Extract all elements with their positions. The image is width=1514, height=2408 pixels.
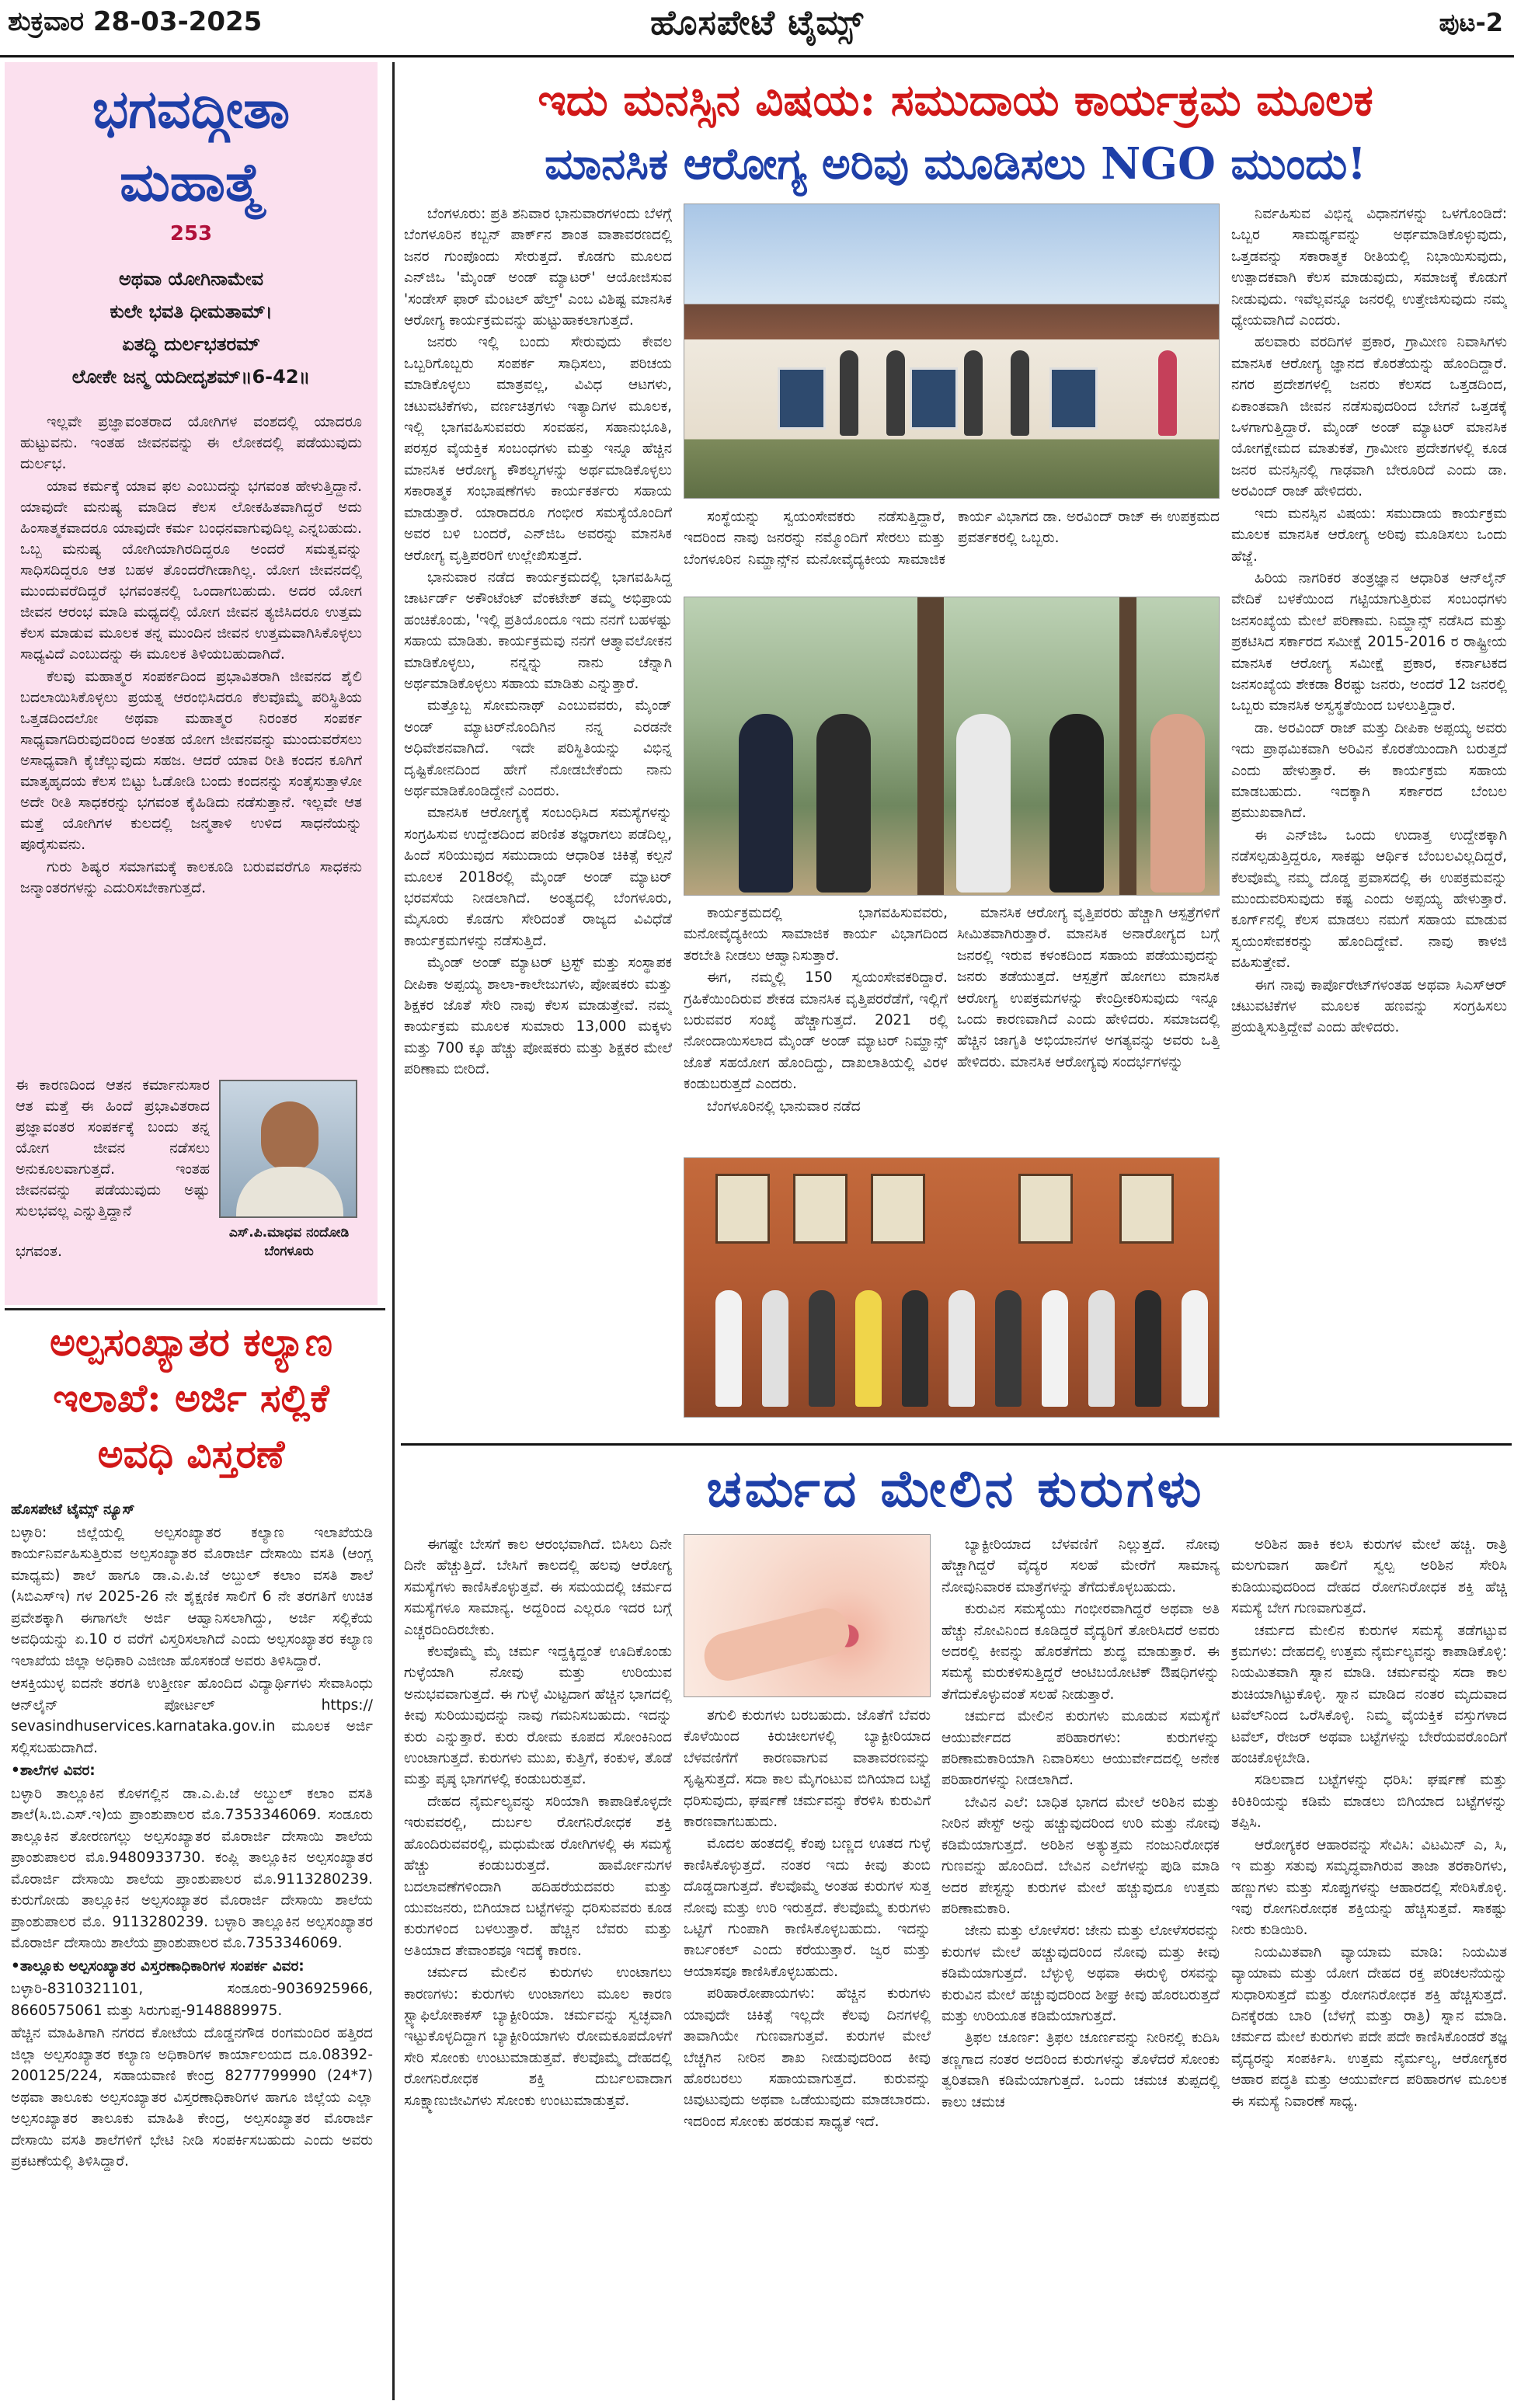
article-paragraph: ಮೈಂಡ್ ಅಂಡ್ ಮ್ಯಾಟರ್ ಟ್ರಸ್ಟ್ ಮತ್ತು ಸಂಸ್ಥಾಪಕ ದೀಪಿಕಾ ಅಪ್ಪಯ್ಯ ಶಾಲಾ-ಕಾಲೇಜುಗಳು, ಪೋಷಕರು ಮತ್ತು ಶಿಕ್ಷಕರ ಜೊತೆ ಸೇರಿ ನಾವು ಕೆಲಸ ಮಾಡುತ್ತೇವೆ. ನಮ್ಮ ಕಾರ್ಯಕ್ರಮ ಮೂಲಕ ಸುಮಾರು 13,000 ಮಕ್ಕಳು ಮತ್ತು 700 ಕ್ಕೂ ಹೆಚ್ಚು ಪೋಷಕರು ಮತ್ತು ಶಿಕ್ಷಕರ ಮೇಲೆ ಪರಿಣಾಮ ಬೀರಿದೆ. (404, 955, 672, 1078)
article-paragraph: ಜನರು ಇಲ್ಲಿ ಬಂದು ಸೇರುವುದು ಕೇವಲ ಒಬ್ಬರಿಗೊಬ್ಬರು ಸಂಪರ್ಕ ಸಾಧಿಸಲು, ಪರಿಚಯ ಮಾಡಿಕೊಳ್ಳಲು ಮಾತ್ರವಲ್ಲ, ವಿವಿಧ ಆಟಗಳು, ಚಟುವಟಿಕೆಗಳು, ವರ್ಣಚಿತ್ರಗಳು ಇತ್ಯಾದಿಗಳ ಮೂಲಕ, ಇಲ್ಲಿ ಭಾಗವಹಿಸುವವರು ಸಂವಹನ, ಸಹಾನುಭೂತಿ, ಪರಸ್ಪರ ವೈಯಕ್ತಿಕ ಸಂಬಂಧಗಳು ಮತ್ತು ಇನ್ನೂ ಹೆಚ್ಚಿನ ಮಾನಸಿಕ ಆರೋಗ್ಯ ಕೌಶಲ್ಯಗಳನ್ನು ಅರ್ಥಮಾಡಿಕೊಳ್ಳಲು ಸಕಾರಾತ್ಮಕ ಸಂಭಾಷಣೆಗಳು ಕಾರ್ಯಕರ್ತರು ಸಹಾಯ ಮಾಡುತ್ತಾರೆ. ಯಾರಾದರೂ ಗಂಭೀರ ಸಮಸ್ಯೆಯೊಂದಿಗೆ ಅವರ ಬಳಿ ಬಂದರೆ, ಎನ್‌ಜಿಒ ಅವರನ್ನು ಮಾನಸಿಕ ಆರೋಗ್ಯ ವೃತ್ತಿಪರರಿಗೆ ಉಲ್ಲೇಖಿಸುತ್ತದೆ. (404, 334, 672, 564)
author-name: ಎಸ್.ಪಿ.ಮಾಧವ ನಂದೋಡಿ (228, 1225, 350, 1241)
article-paragraph: ತಗುಲಿ ಕುರುಗಳು ಬರಬಹುದು. ಜೊತೆಗೆ ಬೆವರು ಕೊಳೆಯಿಂದ ಕಿರುಚೀಲಗಳಲ್ಲಿ ಬ್ಯಾಕ್ಟೀರಿಯಾದ ಬೆಳವಣಿಗೆಗೆ ಕಾರಣವಾಗುವ ವಾತಾವರಣವನ್ನು ಸೃಷ್ಟಿಸುತ್ತದೆ. ಸದಾ ಕಾಲ ಮೈಗಂಟುವ ಬಿಗಿಯಾದ ಬಟ್ಟೆ ಧರಿಸುವುದು, ಘರ್ಷಣೆ ಚರ್ಮವನ್ನು ಕೆರಳಿಸಿ ಕುರುವಿಗೆ ಕಾರಣವಾಗಬಹುದು. (684, 1707, 931, 1831)
issue-date: ಶುಕ್ರವಾರ 28-03-2025 (8, 6, 263, 37)
byline: ಹೊಸಪೇಟೆ ಟೈಮ್ಸ್ ನ್ಯೂಸ್ (11, 1502, 135, 1518)
article-paragraph: ಸಂಸ್ಥೆಯನ್ನು ಸ್ವಯಂಸೇವಕರು ನಡೆಸುತ್ತಿದ್ದಾರೆ, ಇದರಿಂದ ನಾವು ಜನರನ್ನು ನಮ್ಮೊಂದಿಗೆ ಸೇರಲು ಮತ್ತು ಬೆಂಗಳೂರಿನ ನಿಮ್ಹಾನ್ಸ್‌ನ ಮನೋವೈದ್ಯಕೀಯ ಸಾಮಾಜಿಕ ಕಾರ್ಯ ವಿಭಾಗದ ಡಾ. ಅರವಿಂದ್ ರಾಜ್ ಈ ಉಪಕ್ರಮದ ಪ್ರವರ್ತಕರಲ್ಲಿ ಒಬ್ಬರು. (684, 509, 1220, 568)
article-paragraph: ಬಳ್ಳಾರಿ ತಾಲ್ಲೂಕಿನ ಕೊಳಗಲ್ಲಿನ ಡಾ.ಎ.ಪಿ.ಜೆ ಅಬ್ದುಲ್ ಕಲಾಂ ವಸತಿ ಶಾಲೆ(ಸಿ.ಬಿ.ಎಸ್.ಇ)ಯ ಪ್ರಾಂಶುಪಾಲರ ಮೊ.7353346069. ಸಂಡೂರು ತಾಲ್ಲೂಕಿನ ತೋರಣಗಲ್ಲು ಅಲ್ಪಸಂಖ್ಯಾತರ ಮೊರಾರ್ಜಿ ದೇಸಾಯಿ ಶಾಲೆಯ ಪ್ರಾಂಶುಪಾಲರ ಮೊ.9480933730. ಕಂಪ್ಲಿ ತಾಲ್ಲೂಕಿನ ಅಲ್ಪಸಂಖ್ಯಾತರ ಮೊರಾರ್ಜಿ ದೇಸಾಯಿ ಶಾಲೆಯ ಪ್ರಾಂಶುಪಾಲರ ಮೊ.9113280239. ಕುರುಗೋಡು ತಾಲ್ಲೂಕಿನ ಅಲ್ಪಸಂಖ್ಯಾತರ ಮೊರಾರ್ಜಿ ದೇಸಾಯಿ ಶಾಲೆಯ ಪ್ರಾಂಶುಪಾಲರ ಮೊ. 9113280239. ಬಳ್ಳಾರಿ ತಾಲ್ಲೂಕಿನ ಅಲ್ಪಸಂಖ್ಯಾತರ ಮೊರಾರ್ಜಿ ದೇಸಾಯಿ ಶಾಲೆಯ ಪ್ರಾಂಶುಪಾಲರ ಮೊ.7353346069. (11, 1785, 373, 1951)
article-paragraph: ದೇಹದ ನೈರ್ಮಲ್ಯವನ್ನು ಸರಿಯಾಗಿ ಕಾಪಾಡಿಕೊಳ್ಳದೇ ಇರುವವರಲ್ಲಿ, ದುರ್ಬಲ ರೋಗನಿರೋಧಕ ಶಕ್ತಿ ಹೊಂದಿರುವವರಲ್ಲಿ, ಮಧುಮೇಹ ರೋಗಿಗಳಲ್ಲಿ ಈ ಸಮಸ್ಯೆ ಹೆಚ್ಚು ಕಂಡುಬರುತ್ತದೆ. ಹಾರ್ಮೋನುಗಳ ಬದಲಾವಣೆಗಳಿಂದಾಗಿ ಹದಿಹರೆಯದವರು ಮತ್ತು ಯುವಜನರು, ಬಿಗಿಯಾದ ಬಟ್ಟೆಗಳನ್ನು ಧರಿಸುವವರು ಕೂಡ ಕುರುಗಳಿಂದ ಬಳಲುತ್ತಾರೆ. ಹೆಚ್ಚಿನ ಬೆವರು ಮತ್ತು ಅತಿಯಾದ ತೇವಾಂಶವೂ ಇದಕ್ಕೆ ಕಾರಣ. (404, 1793, 672, 1959)
masthead: ಹೊಸಪೇಟೆ ಟೈಮ್ಸ್ (650, 3, 864, 43)
article-paragraph: ಚರ್ಮದ ಮೇಲಿನ ಕುರುಗಳು ಉಂಟಾಗಲು ಕಾರಣಗಳು: ಕುರುಗಳು ಉಂಟಾಗಲು ಮೂಲ ಕಾರಣ ಸ್ಟ್ಯಾಫಿಲೋಕಾಕಸ್ ಬ್ಯಾಕ್ಟೀರಿಯಾ. ಚರ್ಮವನ್ನು ಸ್ವಚ್ಛವಾಗಿ ಇಟ್ಟುಕೊಳ್ಳದಿದ್ದಾಗ ಬ್ಯಾಕ್ಟೀರಿಯಾಗಳು ರೋಮಕೂಪದೊಳಗೆ ಸೇರಿ ಸೋಂಕು ಉಂಟುಮಾಡುತ್ತವೆ. ಕೆಲವೊಮ್ಮೆ ದೇಹದಲ್ಲಿ ರೋಗನಿರೋಧಕ ಶಕ್ತಿ ದುರ್ಬಲವಾದಾಗ ಸೂಕ್ಷ್ಮಾಣುಜೀವಿಗಳು ಸೋಂಕು ಉಂಟುಮಾಡುತ್ತವೆ. (404, 1964, 672, 2109)
ngo-headline (404, 68, 1507, 196)
article-paragraph: ನಿಯಮಿತವಾಗಿ ವ್ಯಾಯಾಮ ಮಾಡಿ: ನಿಯಮಿತ ವ್ಯಾಯಾಮ ಮತ್ತು ಯೋಗ ದೇಹದ ರಕ್ತ ಪರಿಚಲನೆಯನ್ನು ಸುಧಾರಿಸುತ್ತದೆ ಮತ್ತು ರೋಗನಿರೋಧಕ ಶಕ್ತಿ ಹೆಚ್ಚಿಸುತ್ತದೆ. ದಿನಕ್ಕೆರಡು ಬಾರಿ (ಬೆಳಗ್ಗೆ ಮತ್ತು ರಾತ್ರಿ) ಸ್ನಾನ ಮಾಡಿ. ಚರ್ಮದ ಮೇಲೆ ಕುರುಗಳು ಪದೇ ಪದೇ ಕಾಣಿಸಿಕೊಂಡರೆ ತಜ್ಞ ವೈದ್ಯರನ್ನು ಸಂಪರ್ಕಿಸಿ. ಉತ್ತಮ ನೈರ್ಮಲ್ಯ, ಆರೋಗ್ಯಕರ ಆಹಾರ ಪದ್ಧತಿ ಮತ್ತು ಆಯುರ್ವೇದ ಪರಿಹಾರಗಳ ಮೂಲಕ ಈ ಸಮಸ್ಯೆ ನಿವಾರಣೆ ಸಾಧ್ಯ. (1231, 1943, 1507, 2110)
minority-headline (5, 1314, 378, 1482)
left-column-divider (392, 62, 395, 2400)
verse-line: ಏತದ್ಧಿ ದುರ್ಲಭತರಮ್ (122, 333, 260, 355)
gita-title-line2: ಮಹಾತ್ಮೆ (120, 151, 263, 214)
page-header (0, 0, 1514, 57)
article-paragraph: ಈಗಷ್ಟೇ ಬೇಸಗೆ ಕಾಲ ಆರಂಭವಾಗಿದೆ. ಬಿಸಿಲು ದಿನೇ ದಿನೇ ಹೆಚ್ಚುತ್ತಿದೆ. ಬೇಸಿಗೆ ಕಾಲದಲ್ಲಿ ಹಲವು ಆರೋಗ್ಯ ಸಮಸ್ಯೆಗಳು ಕಾಣಿಸಿಕೊಳ್ಳುತ್ತವೆ. ಈ ಸಮಯದಲ್ಲಿ ಚರ್ಮದ ಸಮಸ್ಯೆಗಳೂ ಸಾಮಾನ್ಯ. ಅದ್ದರಿಂದ ಎಲ್ಲರೂ ಇದರ ಬಗ್ಗೆ ಎಚ್ಚರದಿಂದಿರಬೇಕು. (404, 1536, 672, 1638)
article-paragraph: ಬಳ್ಳಾರಿ: ಜಿಲ್ಲೆಯಲ್ಲಿ ಅಲ್ಪಸಂಖ್ಯಾತರ ಕಲ್ಯಾಣ ಇಲಾಖೆಯಡಿ ಕಾರ್ಯನಿರ್ವಹಿಸುತ್ತಿರುವ ಅಲ್ಪಸಂಖ್ಯಾತರ ಮೊರಾರ್ಜಿ ದೇಸಾಯಿ ವಸತಿ (ಆಂಗ್ಲ ಮಾಧ್ಯಮ) ಶಾಲೆ ಹಾಗೂ ಡಾ.ಎ.ಪಿ.ಜೆ ಅಬ್ದುಲ್ ಕಲಾಂ ವಸತಿ ಶಾಲೆ (ಸಿಬಿಎಸ್‌ಇ) ಗಳ 2025-26 ನೇ ಶೈಕ್ಷಣಿಕ ಸಾಲಿಗೆ 6 ನೇ ತರಗತಿಗೆ ಉಚಿತ ಪ್ರವೇಶಕ್ಕಾಗಿ ಈಗಾಗಲೇ ಅರ್ಜಿ ಆಹ್ವಾನಿಸಲಾಗಿದ್ದು, ಅರ್ಜಿ ಸಲ್ಲಿಕೆಯ ಅವಧಿಯನ್ನು ಏ.10 ರ ವರೆಗೆ ವಿಸ್ತರಿಸಲಾಗಿದೆ ಎಂದು ಅಲ್ಪಸಂಖ್ಯಾತರ ಕಲ್ಯಾಣ ಇಲಾಖೆಯ ಜಿಲ್ಲಾ ಅಧಿಕಾರಿ ಎಜೀಜಾ ಹೊಸಕಂಡೆ ಅವರು ತಿಳಿಸಿದ್ದಾರೆ. (11, 1524, 373, 1669)
article-paragraph: ಆರೋಗ್ಯಕರ ಆಹಾರವನ್ನು ಸೇವಿಸಿ: ವಿಟಮಿನ್ ಎ, ಸಿ, ಇ ಮತ್ತು ಸತುವು ಸಮೃದ್ಧವಾಗಿರುವ ತಾಜಾ ತರಕಾರಿಗಳು, ಹಣ್ಣುಗಳು ಮತ್ತು ಸೊಪ್ಪುಗಳನ್ನು ಆಹಾರದಲ್ಲಿ ಸೇರಿಸಿಕೊಳ್ಳಿ. ಇವು ರೋಗನಿರೋಧಕ ಶಕ್ತಿಯನ್ನು ಹೆಚ್ಚಿಸುತ್ತವೆ. ಸಾಕಷ್ಟು ನೀರು ಕುಡಿಯಿರಿ. (1231, 1836, 1507, 1939)
ngo-column-2-top (684, 506, 1220, 592)
article-paragraph: ಸಡಿಲವಾದ ಬಟ್ಟೆಗಳನ್ನು ಧರಿಸಿ: ಘರ್ಷಣೆ ಮತ್ತು ಕಿರಿಕಿರಿಯನ್ನು ಕಡಿಮೆ ಮಾಡಲು ಬಿಗಿಯಾದ ಬಟ್ಟೆಗಳನ್ನು ತಪ್ಪಿಸಿ. (1231, 1772, 1507, 1832)
page-number: ಪುಟ-2 (1439, 8, 1503, 37)
gita-paragraph: ಇಲ್ಲವೇ ಪ್ರಜ್ಞಾವಂತರಾದ ಯೋಗಿಗಳ ವಂಶದಲ್ಲಿ ಯಾದರೂ ಹುಟ್ಟುವನು. ಇಂತಹ ಜೀವನವನ್ನು ಈ ಲೋಕದಲ್ಲಿ ಪಡೆಯುವುದು ದುರ್ಲಭ. (20, 413, 362, 472)
headline-line: ಅವಧಿ ವಿಸ್ತರಣೆ (97, 1431, 285, 1477)
subheading: •ಶಾಲೆಗಳ ವಿವರ: (11, 1763, 96, 1779)
article-paragraph: ಬೆಂಗಳೂರಿನಲ್ಲಿ ಭಾನುವಾರ ನಡೆದ (707, 1098, 861, 1115)
article-paragraph: ನಿರ್ವಹಿಸುವ ವಿಭಿನ್ನ ವಿಧಾನಗಳನ್ನು ಒಳಗೊಂಡಿದೆ: ಒಬ್ಬರ ಸಾಮರ್ಥ್ಯವನ್ನು ಅರ್ಥಮಾಡಿಕೊಳ್ಳುವುದು, ಒತ್ತಡವನ್ನು ಸಕಾರಾತ್ಮಕ ರೀತಿಯಲ್ಲಿ ನಿಭಾಯಿಸುವುದು, ಉತ್ಪಾದಕವಾಗಿ ಕೆಲಸ ಮಾಡುವುದು, ಸಮಾಜಕ್ಕೆ ಕೊಡುಗೆ ನೀಡುವುದು. ಇವೆಲ್ಲವನ್ನೂ ಜನರಲ್ಲಿ ಉತ್ತೇಜಿಸುವುದು ನಮ್ಮ ಧ್ಯೇಯವಾಗಿದೆ ಎಂದರು. (1231, 206, 1507, 329)
park-group-photo (684, 597, 1220, 896)
article-paragraph: ಮಾನಸಿಕ ಆರೋಗ್ಯಕ್ಕೆ ಸಂಬಂಧಿಸಿದ ಸಮಸ್ಯೆಗಳನ್ನು ಸಂಗ್ರಹಿಸುವ ಉದ್ದೇಶದಿಂದ ಪರಿಣಿತ ತಜ್ಞರಾಗಲು ಪಡೆದಿಲ್ಲ, ಹಿಂದೆ ಸರಿಯುವುದ ಸಮುದಾಯ ಆಧಾರಿತ ಚಿಕಿತ್ಸೆ ಕಲ್ಪನೆ ಮೂಲಕ 2018ರಲ್ಲಿ ಮೈಂಡ್ ಅಂಡ್ ಮ್ಯಾಟರ್ ಭರವಸೆಯ ನೀಡಲಾಗಿದೆ. ಅಂತ್ಯದಲ್ಲಿ ಬೆಂಗಳೂರು, ಮೈಸೂರು ಕೊಡಗು ಸೇರಿದಂತೆ ರಾಜ್ಯದ ವಿವಿಧೆಡೆ ಕಾರ್ಯಕ್ರಮಗಳನ್ನು ನಡೆಸುತ್ತಿದೆ. (404, 805, 672, 949)
gita-number: 253 (169, 222, 213, 245)
gita-tail-end: ಭಗವಂತ. (16, 1243, 62, 1260)
gita-title (5, 73, 378, 219)
author-photo (219, 1080, 357, 1218)
skin-column-2 (684, 1705, 931, 2400)
gita-paragraph: ಗುರು ಶಿಷ್ಯರ ಸಮಾಗಮಕ್ಕೆ ಕಾಲಕೂಡಿ ಬರುವವರೆಗೂ ಸಾಧಕನು ಜನ್ಮಾಂತರಗಳನ್ನು ಎದುರಿಸಬೇಕಾಗುತ್ತದೆ. (20, 858, 362, 896)
verse-line: ಲೋಕೇ ಜನ್ಮ ಯದೀದೃಶಮ್॥6-42॥ (71, 366, 311, 388)
article-paragraph: ಮೊದಲ ಹಂತದಲ್ಲಿ ಕೆಂಪು ಬಣ್ಣದ ಊತದ ಗುಳ್ಳೆ ಕಾಣಿಸಿಕೊಳ್ಳುತ್ತದೆ. ನಂತರ ಇದು ಕೀವು ತುಂಬಿ ದೊಡ್ಡದಾಗುತ್ತದೆ. ಕೆಲವೊಮ್ಮೆ ಅಂತಹ ಕುರುಗಳ ಸುತ್ತ ನೋವು ಮತ್ತು ಉರಿ ಇರುತ್ತದೆ. ಕೆಲವೊಮ್ಮೆ ಕುರುಗಳು ಒಟ್ಟಿಗೆ ಗುಂಪಾಗಿ ಕಾಣಿಸಿಕೊಳ್ಳಬಹುದು. ಇದನ್ನು ಕಾರ್ಬಂಕಲ್ ಎಂದು ಕರೆಯುತ್ತಾರೆ. ಜ್ವರ ಮತ್ತು ಆಯಾಸವೂ ಕಾಣಿಸಿಕೊಳ್ಳಬಹುದು. (684, 1836, 931, 1980)
school-wall-painting-photo (684, 204, 1220, 499)
section-divider (401, 1443, 1512, 1446)
article-paragraph: ಜೇನು ಮತ್ತು ಲೋಳೆಸರ: ಜೇನು ಮತ್ತು ಲೋಳೆಸರವನ್ನು ಕುರುಗಳ ಮೇಲೆ ಹಚ್ಚುವುದರಿಂದ ನೋವು ಮತ್ತು ಕೀವು ಕಡಿಮೆಯಾಗುತ್ತದೆ. ಬೆಳ್ಳುಳ್ಳಿ ಅಥವಾ ಈರುಳ್ಳಿ ರಸವನ್ನು ಕುರುವಿನ ಮೇಲೆ ಹಚ್ಚುವುದರಿಂದ ಶೀಘ್ರ ಕೀವು ಹೊರಬರುತ್ತದೆ ಮತ್ತು ಉರಿಯೂತ ಕಡಿಮೆಯಾಗುತ್ತದೆ. (941, 1923, 1220, 2024)
article-paragraph: ಬೆಂಗಳೂರು: ಪ್ರತಿ ಶನಿವಾರ ಭಾನುವಾರಗಳಂದು ಬೆಳಗ್ಗೆ ಬೆಂಗಳೂರಿನ ಕಬ್ಬನ್ ಪಾರ್ಕ್‌ನ ಶಾಂತ ವಾತಾವರಣದಲ್ಲಿ ಜನರ ಗುಂಪೊಂದು ಸೇರುತ್ತದೆ. ಕೊಡಗು ಮೂಲದ ಎನ್‌ಜಿಒ 'ಮೈಂಡ್ ಅಂಡ್ ಮ್ಯಾಟರ್' ಆಯೋಜಿಸುವ 'ಸಂಡೇಸ್ ಫಾರ್ ಮೆಂಟಲ್ ಹೆಲ್ತ್' ಎಂಬ ವಿಶಿಷ್ಟ ಮಾನಸಿಕ ಆರೋಗ್ಯ ಕಾರ್ಯಕ್ರಮವನ್ನು ಹುಟ್ಟುಹಾಕಲಾಗುತ್ತದೆ. (404, 206, 672, 329)
gita-commentary (20, 412, 362, 1138)
article-paragraph: ಡಾ. ಅರವಿಂದ್ ರಾಜ್ ಮತ್ತು ದೀಪಿಕಾ ಅಪ್ಪಯ್ಯ ಅವರು ಇದು ಪ್ರಾಥಮಿಕವಾಗಿ ಅರಿವಿನ ಕೊರತೆಯಿಂದಾಗಿ ಬರುತ್ತದೆ ಎಂದು ಹೇಳುತ್ತಾರೆ. ಈ ಕಾರ್ಯಕ್ರಮ ಸಹಾಯ ಮಾಡಬಹುದು. ಇದಕ್ಕಾಗಿ ಸರ್ಕಾರದ ಬೆಂಬಲ ಪ್ರಮುಖವಾಗಿದೆ. (1231, 719, 1507, 822)
skin-column-4 (1231, 1534, 1507, 2400)
headline-line: ಇಲಾಖೆ: ಅರ್ಜಿ ಸಲ್ಲಿಕೆ (53, 1375, 329, 1421)
article-paragraph: ಕೆಲವೊಮ್ಮೆ ಮೈ ಚರ್ಮ ಇದ್ದಕ್ಕಿದ್ದಂತೆ ಊದಿಕೊಂಡು ಗುಳ್ಳೆಯಾಗಿ ನೋವು ಮತ್ತು ಉರಿಯುವ ಅನುಭವವಾಗುತ್ತದೆ. ಈ ಗುಳ್ಳೆ ಮಿಟ್ಟದಾಗ ಹೆಚ್ಚಿನ ಭಾಗದಲ್ಲಿ ಕೀವು ಸುರಿಯುವುದನ್ನು ನಾವು ಗಮನಿಸಬಹುದು. ಇದನ್ನು ಕುರು ಎನ್ನುತ್ತಾರೆ. ಕುರು ರೋಮ ಕೂಪದ ಸೋಂಕಿನಿಂದ ಉಂಟಾಗುತ್ತದೆ. ಕುರುಗಳು ಮುಖ, ಕುತ್ತಿಗೆ, ಕಂಕುಳ, ತೊಡೆ ಮತ್ತು ಪೃಷ್ಠ ಭಾಗಗಳಲ್ಲಿ ಕಂಡುಬರುತ್ತವೆ. (404, 1644, 672, 1788)
article-paragraph: ಚರ್ಮದ ಮೇಲಿನ ಕುರುಗಳ ಸಮಸ್ಯೆ ತಡೆಗಟ್ಟುವ ಕ್ರಮಗಳು: ದೇಹದಲ್ಲಿ ಉತ್ತಮ ನೈರ್ಮಲ್ಯವನ್ನು ಕಾಪಾಡಿಕೊಳ್ಳಿ: ನಿಯಮಿತವಾಗಿ ಸ್ನಾನ ಮಾಡಿ. ಚರ್ಮವನ್ನು ಸದಾ ಕಾಲ ಶುಚಿಯಾಗಿಟ್ಟುಕೊಳ್ಳಿ. ಸ್ನಾನ ಮಾಡಿದ ನಂತರ ಮೃದುವಾದ ಟವೆಲ್‌ನಿಂದ ಒರೆಸಿಕೊಳ್ಳಿ. ನಿಮ್ಮ ವೈಯಕ್ತಿಕ ವಸ್ತುಗಳಾದ ಟವೆಲ್, ರೇಜರ್ ಅಥವಾ ಬಟ್ಟೆಗಳನ್ನು ಬೇರೆಯವರೊಂದಿಗೆ ಹಂಚಿಕೊಳ್ಳಬೇಡಿ. (1231, 1622, 1507, 1767)
ngo-column-4 (1231, 204, 1507, 1439)
article-paragraph: ಈಗ, ನಮ್ಮಲ್ಲಿ 150 ಸ್ವಯಂಸೇವಕರಿದ್ದಾರೆ. ಗ್ರಹಿಕೆಯಿಂದಿರುವ ಶೇಕಡ ಮಾನಸಿಕ ವೃತ್ತಿಪರರೆಡೆಗೆ, ಇಲ್ಲಿಗೆ ಬರುವವರ ಸಂಖ್ಯೆ ಹೆಚ್ಚಾಗುತ್ತದೆ. 2021 ರಲ್ಲಿ ನೋಂದಾಯಿಸಲಾದ ಮೈಂಡ್ ಅಂಡ್ ಮ್ಯಾಟರ್ ನಿಮ್ಹಾನ್ಸ್ ಜೊತೆ ಸಹಯೋಗ ಹೊಂದಿದ್ದು, ದಾಖಲಾತಿಯಲ್ಲಿ ವಿರಳ ಕಂಡುಬರುತ್ತದೆ ಎಂದರು. (684, 969, 948, 1093)
gita-tail-text: ಈ ಕಾರಣದಿಂದ ಆತನ ಕರ್ಮಾನುಸಾರ ಆತ ಮತ್ತೆ ಈ ಹಿಂದೆ ಪ್ರಭಾವಿತರಾದ ಪ್ರಜ್ಞಾವಂತರ ಸಂಪರ್ಕಕ್ಕೆ ಬಂದು ತನ್ನ ಯೋಗ ಜೀವನ ನಡೆಸಲು ಅನುಕೂಲವಾಗುತ್ತದೆ. ಇಂತಹ ಜೀವನವನ್ನು ಪಡೆಯುವುದು ಅಷ್ಟು ಸುಲಭವಲ್ಲ ಎನ್ನುತ್ತಿದ್ದಾನೆ (16, 1077, 210, 1220)
article-paragraph: ಚರ್ಮದ ಮೇಲಿನ ಕುರುಗಳು ಮೂಡುವ ಸಮಸ್ಯೆಗೆ ಆಯುರ್ವೇದದ ಪರಿಹಾರಗಳು: ಕುರುಗಳನ್ನು ಪರಿಣಾಮಕಾರಿಯಾಗಿ ನಿವಾರಿಸಲು ಆಯುರ್ವೇದದಲ್ಲಿ ಅನೇಕ ಪರಿಹಾರಗಳನ್ನು ನೀಡಲಾಗಿದೆ. (941, 1708, 1220, 1789)
article-paragraph: ಅರಿಶಿನ ಹಾಕಿ ಕಲಸಿ ಕುರುಗಳ ಮೇಲೆ ಹಚ್ಚಿ. ರಾತ್ರಿ ಮಲಗುವಾಗ ಹಾಲಿಗೆ ಸ್ವಲ್ಪ ಅರಿಶಿನ ಸೇರಿಸಿ ಕುಡಿಯುವುದರಿಂದ ದೇಹದ ರೋಗನಿರೋಧಕ ಶಕ್ತಿ ಹೆಚ್ಚಿ ಸಮಸ್ಯೆ ಬೇಗ ಗುಣವಾಗುತ್ತದೆ. (1231, 1536, 1507, 1617)
skin-column-1 (404, 1534, 672, 2400)
article-paragraph: ಕುರುವಿನ ಸಮಸ್ಯೆಯು ಗಂಭೀರವಾಗಿದ್ದರೆ ಅಥವಾ ಅತಿ ಹೆಚ್ಚು ನೋವಿನಿಂದ ಕೂಡಿದ್ದರೆ ವೈದ್ಯರಿಗೆ ತೋರಿಸಿದರೆ ಅವರು ಅದರಲ್ಲಿ ಕೀವನ್ನು ಹೊರತೆಗೆದು ಶುದ್ಧ ಮಾಡುತ್ತಾರೆ. ಈ ಸಮಸ್ಯೆ ಮರುಕಳಿಸುತ್ತಿದ್ದರೆ ಆಂಟಿಬಯೋಟಿಕ್ ಔಷಧಿಗಳನ್ನು ತೆಗೆದುಕೊಳ್ಳುವಂತೆ ಸಲಹೆ ನೀಡುತ್ತಾರೆ. (941, 1601, 1220, 1703)
ngo-column-2-mid (684, 903, 948, 1151)
gita-paragraph: ಕೆಲವು ಮಹಾತ್ಮರ ಸಂಪರ್ಕದಿಂದ ಪ್ರಭಾವಿತರಾಗಿ ಜೀವನದ ಶೈಲಿ ಬದಲಾಯಿಸಿಕೊಳ್ಳಲು ಪ್ರಯತ್ನ ಆರಂಭಿಸಿದರೂ ಕೆಲವೊಮ್ಮೆ ಪರಿಸ್ಥಿತಿಯ ಒತ್ತಡದಿಂದಲೋ ಅಥವಾ ಮಹಾತ್ಮರ ನಿರಂತರ ಸಂಪರ್ಕ ಸಾಧ್ಯವಾಗದಿರುವುದರಿಂದ ಅಂತಹ ಯೋಗ ಜೀವನವನ್ನು ಮುಂದುವರೆಸಲು ಅಸಾಧ್ಯವಾಗಿ ಕೈಚೆಲ್ಲುವುದು ಸಹಜ. ಆದರೆ ಯಾವ ರೀತಿ ಕಂದನ ಕೂಗಿಗೆ ಮಾತೃಹೃದಯ ಕೆಲಸ ಬಿಟ್ಟು ಓಡೋಡಿ ಬಂದು ಕಂದನನ್ನು ಸಂತೈಸುತ್ತಾಳೋ ಅದೇ ರೀತಿ ಸಾಧಕರನ್ನು ಭಗವಂತ ಕೈಹಿಡಿದು ನಡೆಸುತ್ತಾನೆ. ಇಲ್ಲವೇ ಆತ ಮತ್ತೆ ಯೋಗಿಗಳ ಕುಲದಲ್ಲಿ ಜನ್ಮತಾಳಿ ಉಳಿದ ಸಾಧನೆಯನ್ನು ಪೂರೈಸುವನು. (20, 668, 362, 853)
article-paragraph: ಹೆಚ್ಚಿನ ಮಾಹಿತಿಗಾಗಿ ನಗರದ ಕೋಟೆಯ ದೊಡ್ಡನಗೌಡ ರಂಗಮಂದಿರ ಹತ್ತಿರದ ಜಿಲ್ಲಾ ಅಲ್ಪಸಂಖ್ಯಾತರ ಕಲ್ಯಾಣ ಅಧಿಕಾರಿಗಳ ಕಾರ್ಯಾಲಯದ ದೂ.08392-200125/224, ಸಹಾಯವಾಣಿ ಕೇಂದ್ರ 8277799990 (24*7) ಅಥವಾ ತಾಲೂಕು ಅಲ್ಪಸಂಖ್ಯಾತರ ವಿಸ್ತರಣಾಧಿಕಾರಿಗಳ ಹಾಗೂ ಜಿಲ್ಲೆಯ ಎಲ್ಲಾ ಅಲ್ಪಸಂಖ್ಯಾತರ ತಾಲೂಕು ಮಾಹಿತಿ ಕೇಂದ್ರ, ಅಲ್ಪಸಂಖ್ಯಾತರ ಮೊರಾರ್ಜಿ ದೇಸಾಯಿ ವಸತಿ ಶಾಲೆಗಳಿಗೆ ಭೇಟಿ ನೀಡಿ ಸಂಪರ್ಕಿಸಬಹುದು ಎಂದು ಅವರು ಪ್ರಕಟಣೆಯಲ್ಲಿ ತಿಳಿಸಿದ್ದಾರೆ. (11, 2025, 373, 2170)
verse-line: ಅಥವಾ ಯೋಗಿನಾಮೇವ (118, 268, 264, 290)
headline-line: ಅಲ್ಪಸಂಖ್ಯಾತರ ಕಲ್ಯಾಣ (49, 1319, 333, 1365)
verse-line: ಕುಲೇ ಭವತಿ ಧೀಮತಾಮ್। (110, 301, 273, 322)
article-paragraph: ಬಳ್ಳಾರಿ-8310321101, ಸಂಡೂರು-9036925966, 8660575061 ಮತ್ತು ಸಿರುಗುಪ್ಪ-9148889975. (11, 1981, 373, 2019)
gita-title-line1: ಭಗವದ್ಗೀತಾ (92, 78, 291, 141)
headline-line2: ಮಾನಸಿಕ ಆರೋಗ್ಯ ಅರಿವು ಮೂಡಿಸಲು NGO ಮುಂದು! (545, 138, 1366, 190)
article-paragraph: ಮತ್ತೊಬ್ಬ ಸೋಮನಾಥ್ ಎಂಬುವವರು, ಮೈಂಡ್ ಅಂಡ್ ಮ್ಯಾಟರ್‌ನೊಂದಿಗಿನ ನನ್ನ ಎರಡನೇ ಅಧಿವೇಶನವಾಗಿದೆ. ಇದೇ ಪರಿಸ್ಥಿತಿಯನ್ನು ವಿಭಿನ್ನ ದೃಷ್ಟಿಕೋನದಿಂದ ಹೇಗೆ ನೋಡಬೇಕೆಂದು ನಾನು ಅರ್ಥಮಾಡಿಕೊಂಡಿದ್ದೇನೆ ಎಂದರು. (404, 698, 672, 799)
gita-paragraph: ಯಾವ ಕರ್ಮಕ್ಕೆ ಯಾವ ಫಲ ಎಂಬುದನ್ನು ಭಗವಂತ ಹೇಳುತ್ತಿದ್ದಾನೆ. ಯಾವುದೇ ಮನುಷ್ಯ ಮಾಡಿದ ಕೆಲಸ ಲೋಕಹಿತವಾಗಿದ್ದರೆ ಅದು ಹಿಂಸಾತ್ಮಕವಾದರೂ ಯಾವುದೇ ಕರ್ಮ ಬಂಧನವಾಗುವುದಿಲ್ಲ ಎನ್ನಬಹುದು. ಒಬ್ಬ ಮನುಷ್ಯ ಯೋಗಿಯಾಗಿರದಿದ್ದರೂ ಅಂದರೆ ಸಮತ್ವವನ್ನು ಸಾಧಿಸದಿದ್ದರೂ ಆತ ಬಹಳ ತೊಂದರೆಗೀಡಾಗಿಲ್ಲ. ಯೋಗ ಜೀವನದಲ್ಲಿ ಮುಂದುವರೆದಿದ್ದರೆ ಭಗವಂತನಲ್ಲಿ ಒಂದಾಗಬಹುದು. ಅದರ ಯೋಗ ಜೀವನ ಆರಂಭ ಮಾಡಿ ಮಧ್ಯದಲ್ಲಿ ಯೋಗ ಜೀವನ ತ್ಯಜಿಸಿದರೂ ಉತ್ತಮ ಕೆಲಸ ಮಾಡುವ ಮೂಲಕ ತನ್ನ ಮುಂದಿನ ಜೀವನ ಉತ್ತಮವಾಗಿಸಿಕೊಳ್ಳಲು ಸಾಧ್ಯವಿದೆ ಎಂಬುದನ್ನು ಈ ಮೂಲಕ ತಿಳಿಯಬಹುದಾಗಿದೆ. (20, 478, 362, 663)
article-paragraph: ಭಾನುವಾರ ನಡೆದ ಕಾರ್ಯಕ್ರಮದಲ್ಲಿ ಭಾಗವಹಿಸಿದ್ದ ಚಾರ್ಟರ್ಡ್ ಅಕೌಂಟೆಂಟ್ ವೆಂಕಟೇಶ್ ತಮ್ಮ ಅಭಿಪ್ರಾಯ ಹಂಚಿಕೊಂಡು, 'ಇಲ್ಲಿ ಪ್ರತಿಯೊಂದೂ ಇದು ನನಗೆ ಬಹಳಷ್ಟು ಸಹಾಯ ಮಾಡಿತು. ಕಾರ್ಯಕ್ರಮವು ನನಗೆ ಆತ್ಮಾವಲೋಕನ ಮಾಡಿಕೊಳ್ಳಲು, ನನ್ನನ್ನು ನಾನು ಚೆನ್ನಾಗಿ ಅರ್ಥಮಾಡಿಕೊಳ್ಳಲು ಸಹಾಯ ಮಾಡಿತು ಎನ್ನುತ್ತಾರೆ. (404, 569, 672, 692)
skin-column-3 (941, 1534, 1220, 2400)
article-paragraph: ಪರಿಹಾರೋಪಾಯಗಳು: ಹೆಚ್ಚಿನ ಕುರುಗಳು ಯಾವುದೇ ಚಿಕಿತ್ಸೆ ಇಲ್ಲದೇ ಕೆಲವು ದಿನಗಳಲ್ಲಿ ತಾವಾಗಿಯೇ ಗುಣವಾಗುತ್ತವೆ. ಕುರುಗಳ ಮೇಲೆ ಬೆಚ್ಚಗಿನ ನೀರಿನ ಶಾಖ ನೀಡುವುದರಿಂದ ಕೀವು ಹೊರಬರಲು ಸಹಾಯವಾಗುತ್ತದೆ. ಕುರುವನ್ನು ಚಿವುಟುವುದು ಅಥವಾ ಒಡೆಯುವುದು ಮಾಡಬಾರದು. ಇದರಿಂದ ಸೋಂಕು ಹರಡುವ ಸಾಧ್ಯತೆ ಇದೆ. (684, 1985, 931, 2130)
article-paragraph: ಬ್ಯಾಕ್ಟೀರಿಯಾದ ಬೆಳವಣಿಗೆ ನಿಲ್ಲುತ್ತದೆ. ನೋವು ಹೆಚ್ಚಾಗಿದ್ದರೆ ವೈದ್ಯರ ಸಲಹೆ ಮೇರೆಗೆ ಸಾಮಾನ್ಯ ನೋವುನಿವಾರಕ ಮಾತ್ರೆಗಳನ್ನು ತೆಗೆದುಕೊಳ್ಳಬಹುದು. (941, 1536, 1220, 1595)
school-students-group-photo (684, 1157, 1220, 1418)
skin-headline: ಚರ್ಮದ ಮೇಲಿನ ಕುರುಗಳು (706, 1458, 1205, 1519)
article-paragraph: ಈಗ ನಾವು ಕಾರ್ಪೊರೇಟ್‌ಗಳಂತಹ ಅಥವಾ ಸಿಎಸ್‌ಆರ್ ಚಟುವಟಿಕೆಗಳ ಮೂಲಕ ಹಣವನ್ನು ಸಂಗ್ರಹಿಸಲು ಪ್ರಯತ್ನಿಸುತ್ತಿದ್ದೇವೆ ಎಂದು ಹೇಳಿದರು. (1231, 976, 1507, 1036)
article-paragraph: ಇದು ಮನಸ್ಸಿನ ವಿಷಯ: ಸಮುದಾಯ ಕಾರ್ಯಕ್ರಮ ಮೂಲಕ ಮಾನಸಿಕ ಆರೋಗ್ಯ ಅರಿವು ಮೂಡಿಸಲು ಒಂದು ಹೆಜ್ಜೆ. (1231, 505, 1507, 565)
article-paragraph: ಆಸಕ್ತಿಯುಳ್ಳ ಐದನೇ ತರಗತಿ ಉತ್ತೀರ್ಣ ಹೊಂದಿದ ವಿದ್ಯಾರ್ಥಿಗಳು ಸೇವಾಸಿಂಧು ಆನ್‌ಲೈನ್ ಪೋರ್ಟಲ್ https:// sevasindhuservices.karnataka.gov.in ಮೂಲಕ ಅರ್ಜಿ ಸಲ್ಲಿಸಬಹುದಾಗಿದೆ. (11, 1676, 373, 1756)
ngo-column-1 (404, 204, 672, 1439)
gita-verse (20, 263, 362, 393)
author-city: ಬೆಂಗಳೂರು (264, 1244, 314, 1259)
article-paragraph: ಬೇವಿನ ಎಲೆ: ಬಾಧಿತ ಭಾಗದ ಮೇಲೆ ಅರಿಶಿನ ಮತ್ತು ನೀರಿನ ಪೇಸ್ಟ್ ಅನ್ನು ಹಚ್ಚುವುದರಿಂದ ಉರಿ ಮತ್ತು ನೋವು ಕಡಿಮೆಯಾಗುತ್ತದೆ. ಅರಿಶಿನ ಅತ್ಯುತ್ತಮ ನಂಜುನಿರೋಧಕ ಗುಣವನ್ನು ಹೊಂದಿದೆ. ಬೇವಿನ ಎಲೆಗಳನ್ನು ಪುಡಿ ಮಾಡಿ ಅದರ ಪೇಸ್ಟನ್ನು ಕುರುಗಳ ಮೇಲೆ ಹಚ್ಚುವುದೂ ಉತ್ತಮ ಪರಿಣಾಮಕಾರಿ. (941, 1794, 1220, 1917)
ngo-column-3-mid (957, 903, 1220, 1151)
left-section-divider (5, 1308, 385, 1310)
article-paragraph: ಕಾರ್ಯಕ್ರಮದಲ್ಲಿ ಭಾಗವಹಿಸುವವರು, ಮನೋವೈದ್ಯಕೀಯ ಸಾಮಾಜಿಕ ಕಾರ್ಯ ವಿಭಾಗದಿಂದ ತರಬೇತಿ ನೀಡಲು ಆಹ್ವಾನಿಸುತ್ತಾರೆ. (684, 905, 948, 964)
article-paragraph: ಮಾನಸಿಕ ಆರೋಗ್ಯ ವೃತ್ತಿಪರರು ಹೆಚ್ಚಾಗಿ ಆಸ್ಪತ್ರೆಗಳಿಗೆ ಸೀಮಿತವಾಗಿರುತ್ತಾರೆ. ಮಾನಸಿಕ ಅನಾರೋಗ್ಯದ ಬಗ್ಗೆ ಜನರಲ್ಲಿ ಇರುವ ಕಳಂಕದಿಂದ ಸಹಾಯ ಪಡೆಯುವುದನ್ನು ಜನರು ತಡೆಯುತ್ತದೆ. ಆಸ್ಪತ್ರೆಗೆ ಹೋಗಲು ಮಾನಸಿಕ ಆರೋಗ್ಯ ಉಪಕ್ರಮಗಳನ್ನು ಕೇಂದ್ರೀಕರಿಸುವುದು ಇನ್ನೂ ಒಂದು ಕಾರಣವಾಗಿದೆ ಎಂದು ಹೇಳಿದರು. ಸಮಾಜದಲ್ಲಿ ಹೆಚ್ಚಿನ ಜಾಗೃತಿ ಅಭಿಯಾನಗಳ ಅಗತ್ಯವನ್ನು ಅವರು ಒತ್ತಿ ಹೇಳಿದರು. ಮಾನಸಿಕ ಆರೋಗ್ಯವು ಸಂದರ್ಭಗಳನ್ನು (957, 905, 1220, 1070)
article-paragraph: ತ್ರಿಫಲ ಚೂರ್ಣ: ತ್ರಿಫಲ ಚೂರ್ಣವನ್ನು ನೀರಿನಲ್ಲಿ ಕುದಿಸಿ ತಣ್ಣಗಾದ ನಂತರ ಅದರಿಂದ ಕುರುಗಳನ್ನು ತೊಳೆದರೆ ಸೋಂಕು ತ್ವರಿತವಾಗಿ ಕಡಿಮೆಯಾಗುತ್ತದೆ. ಒಂದು ಚಮಚ ತುಪ್ಪದಲ್ಲಿ ಕಾಲು ಚಮಚ (941, 2030, 1220, 2110)
headline-line1: ಇದು ಮನಸ್ಸಿನ ವಿಷಯ: ಸಮುದಾಯ ಕಾರ್ಯಕ್ರಮ ಮೂಲಕ (538, 75, 1373, 126)
article-paragraph: ಹಿರಿಯ ನಾಗರಿಕರ ತಂತ್ರಜ್ಞಾನ ಆಧಾರಿತ ಆನ್‌ಲೈನ್ ವೇದಿಕೆ ಬಳಕೆಯಿಂದ ಗಟ್ಟಿಯಾಗುತ್ತಿರುವ ಸಂಬಂಧಗಳು ಜನಸಂಖ್ಯೆಯ ಮೇಲೆ ಪರಿಣಾಮ. ನಿಮ್ಹಾನ್ಸ್ ನಡೆಸಿದ ಮತ್ತು ಪ್ರಕಟಿಸಿದ ಸರ್ಕಾರದ ಸಮೀಕ್ಷೆ 2015-2016 ರ ರಾಷ್ಟ್ರೀಯ ಮಾನಸಿಕ ಆರೋಗ್ಯ ಸಮೀಕ್ಷೆ ಪ್ರಕಾರ, ಕರ್ನಾಟಕದ ಜನಸಂಖ್ಯೆಯ ಶೇಕಡಾ 8ರಷ್ಟು ಜನರು, ಅಂದರೆ 12 ಜನರಲ್ಲಿ ಒಬ್ಬರು ಮಾನಸಿಕ ಅಸ್ವಸ್ಥತೆಯಿಂದ ಬಳಲುತ್ತಿದ್ದಾರೆ. (1231, 569, 1507, 715)
subheading: •ತಾಲ್ಲೂಕು ಅಲ್ಪಸಂಖ್ಯಾತರ ವಿಸ್ತರಣಾಧಿಕಾರಿಗಳ ಸಂಪರ್ಕ ವಿವರ: (11, 1957, 305, 1975)
skin-boil-photo (684, 1534, 931, 1697)
article-paragraph: ಹಲವಾರು ವರದಿಗಳ ಪ್ರಕಾರ, ಗ್ರಾಮೀಣ ನಿವಾಸಿಗಳು ಮಾನಸಿಕ ಆರೋಗ್ಯ ಜ್ಞಾನದ ಕೊರತೆಯನ್ನು ಹೊಂದಿದ್ದಾರೆ. ನಗರ ಪ್ರದೇಶಗಳಲ್ಲಿ ಜನರು ಕೆಲಸದ ಒತ್ತಡದಿಂದ, ಏಕಾಂತವಾಗಿ ಜೀವನ ನಡೆಸುವುದರಿಂದ ಬೇಗನೆ ಒತ್ತಡಕ್ಕೆ ಒಳಗಾಗುತ್ತಿದ್ದಾರೆ. ಮೈಂಡ್ ಅಂಡ್ ಮ್ಯಾಟರ್ ಮಾನಸಿಕ ಯೋಗಕ್ಷೇಮದ ಮಾತುಕತೆ, ಗ್ರಾಮೀಣ ಪ್ರದೇಶಗಳಲ್ಲಿ ಕೂಡ ಜನರ ಮನಸ್ಸಿನಲ್ಲಿ ಗಾಢವಾಗಿ ಬೇರೂರಿದೆ ಎಂದು ಡಾ. ಅರವಿಂದ್ ರಾಜ್ ಹೇಳಿದರು. (1231, 334, 1507, 500)
article-paragraph: ಈ ಎನ್‌ಜಿಒ ಒಂದು ಉದಾತ್ತ ಉದ್ದೇಶಕ್ಕಾಗಿ ನಡೆಸಲ್ಪಡುತ್ತಿದ್ದರೂ, ಸಾಕಷ್ಟು ಆರ್ಥಿಕ ಬೆಂಬಲವಿಲ್ಲದಿದ್ದರೆ, ಕೆಲವೊಮ್ಮೆ ನಮ್ಮ ದೊಡ್ಡ ಪ್ರವಾಸದಲ್ಲಿ ಈ ಉಪಕ್ರಮವನ್ನು ಮುಂದುವರಿಸುವುದು ಕಷ್ಟ ಎಂದು ಅಪ್ಪಯ್ಯ ಹೇಳುತ್ತಾರೆ. ಕೂರ್ಗ್‌ನಲ್ಲಿ ಕೆಲಸ ಮಾಡಲು ನಮಗೆ ಸಹಾಯ ಮಾಡುವ ಸ್ವಯಂಸೇವಕರನ್ನು ಹೊಂದಿದ್ದೇವೆ. ನಾವು ಕಾಳಜಿ ವಹಿಸುತ್ತೇವೆ. (1231, 826, 1507, 972)
minority-article (11, 1499, 373, 2400)
